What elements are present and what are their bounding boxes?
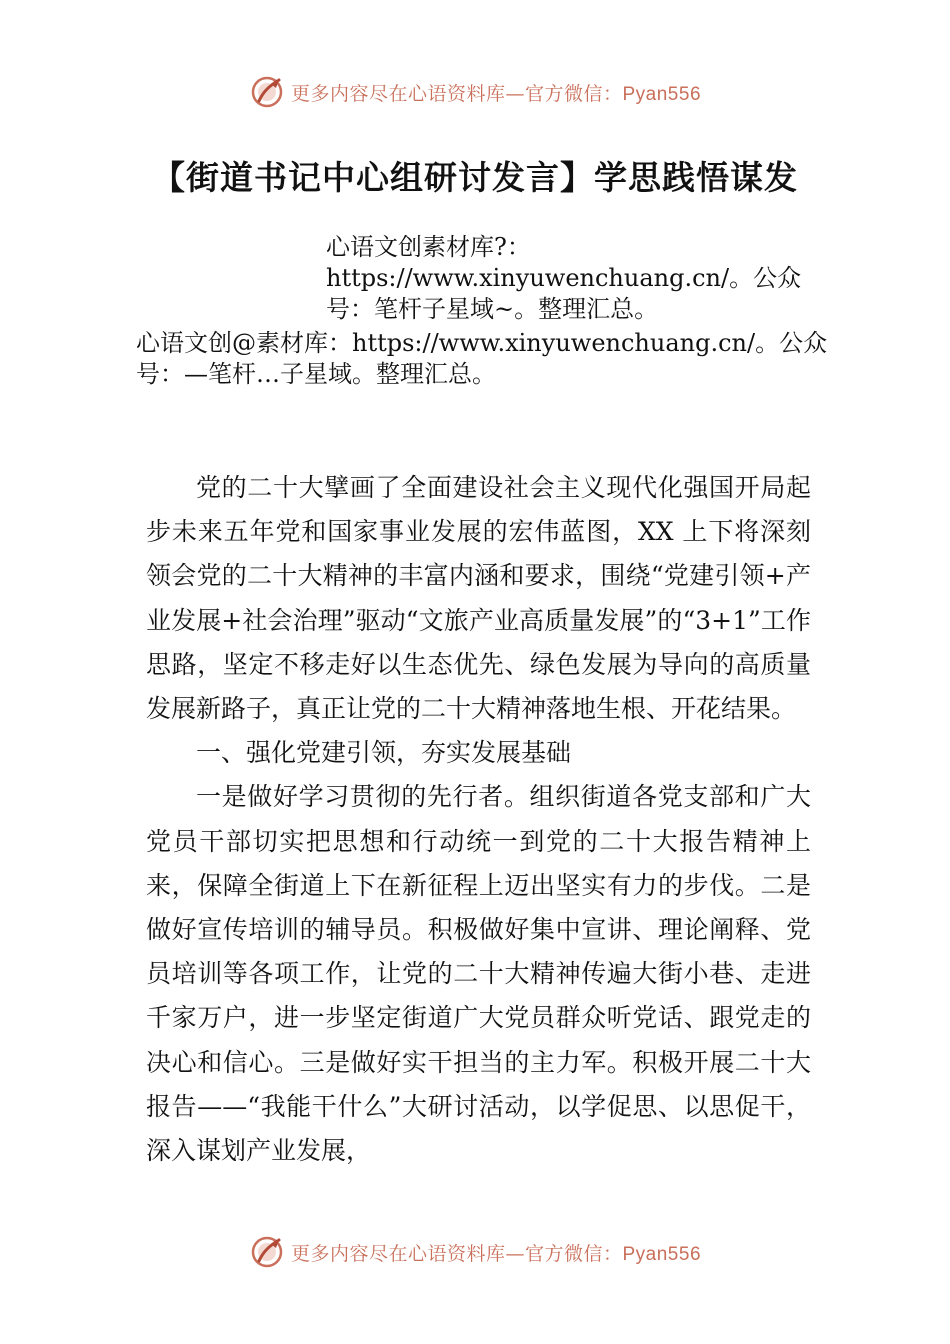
source-note-1-text: 心语文创素材库?：https://www.xinyuwenchuang.cn/。公众号：笔杆子星域~。整理汇总。 [326,233,802,323]
wechat-id: Pyan556 [622,83,702,105]
banner-text: 更多内容尽在心语资料库—官方微信：Pyan556 [290,82,702,105]
brand-logo-icon [249,74,285,110]
document-title: 【街道书记中心组研讨发言】学思践悟谋发 [152,158,798,197]
source-note-1 [326,232,826,325]
wechat-id: Pyan556 [622,1243,702,1265]
paragraph-section-1: 一是做好学习贯彻的先行者。组织街道各党支部和广大党员干部切实把思想和行动统一到党的二十大报告精神上来，保障全街道上下在新征程上迈出坚实有力的步伐。二是做好宣传培训的辅导员。积极做好集中宣讲、理论阐释、党员培训等各项工作，让党的二十大精神传遍大街小巷、走进千家万户，进一步坚定街道广大党员群众听党话、跟党走的决心和信心。三是做好实干担当的主力军。积极开展二十大报告——“我能干什么”大研讨活动，以学促思、以思促干，深入谋划产业发展， [146,782,811,1166]
banner-text: 更多内容尽在心语资料库—官方微信：Pyan556 [290,1242,702,1265]
source-note-2 [136,328,836,390]
header-banner [0,70,950,114]
document-body [146,466,811,1173]
section-heading-1: 一、强化党建引领，夯实发展基础 [196,738,572,768]
brand-logo-icon [249,1234,285,1270]
footer-banner [0,1230,950,1274]
source-note-2-text: 心语文创@素材库：https://www.xinyuwenchuang.cn/。公众号：—笔杆…子星域。整理汇总。 [136,329,828,388]
paragraph-intro: 党的二十大擘画了全面建设社会主义现代化强国开局起步未来五年党和国家事业发展的宏伟蓝图，XX 上下将深刻领会党的二十大精神的丰富内涵和要求，围绕“党建引领+产业发展+社会治理”驱动“文旅产业高质量发展”的“3+1”工作思路，坚定不移走好以生态优先、绿色发展为导向的高质量发展新路子，真正让党的二十大精神落地生根、开花结果。 [146,473,811,724]
